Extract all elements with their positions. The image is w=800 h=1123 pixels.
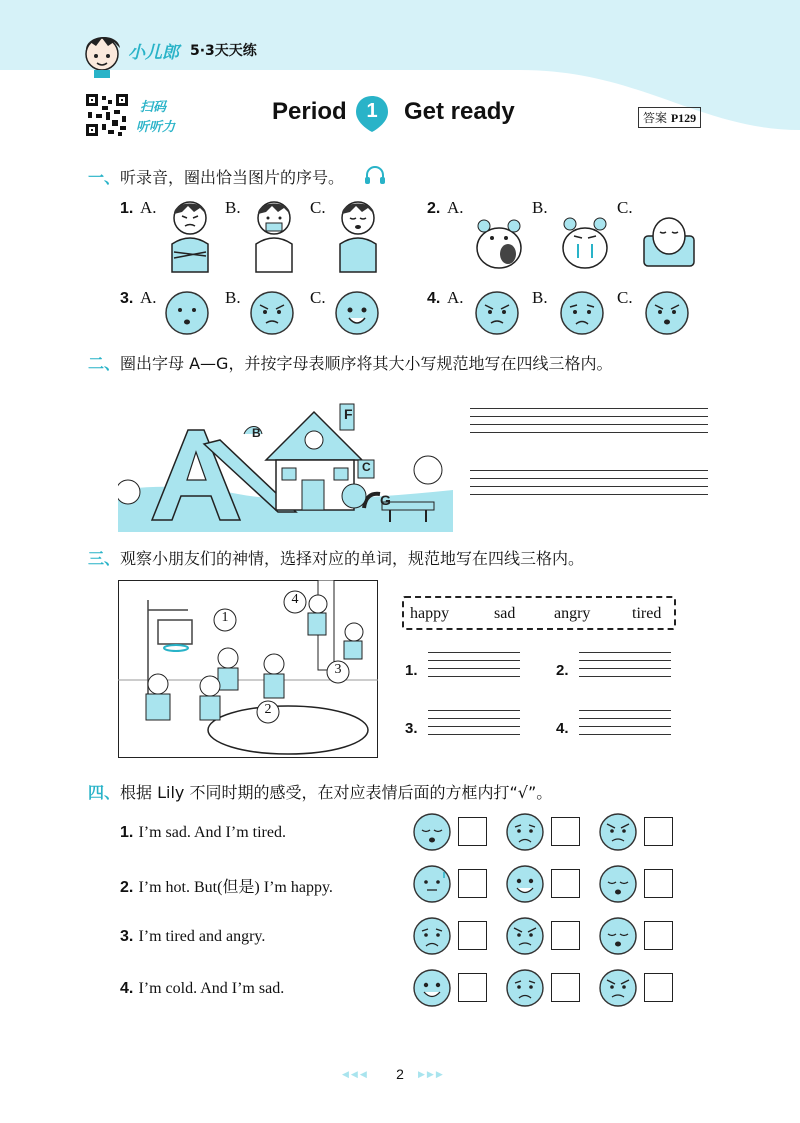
s4-row1-checkbox-3[interactable] — [644, 817, 673, 846]
s2-writing-lines-2[interactable] — [470, 470, 708, 502]
boy-angry-picture — [162, 196, 218, 274]
s4-row4-face-1-happy-icon — [412, 968, 452, 1008]
qr-caption-2: 听听力 — [136, 120, 176, 135]
section4-heading — [88, 780, 552, 803]
s1-q3-option-b[interactable]: B. — [225, 288, 241, 307]
s4-item-1-number: 1. — [120, 824, 134, 841]
s3-blank-2-lines[interactable] — [579, 652, 671, 684]
s4-row2-face-2-happy-icon — [505, 864, 545, 904]
section1-text: 听录音，圈出恰当图片的序号。 — [120, 168, 345, 187]
s1-q2-option-b[interactable]: B. — [532, 198, 548, 217]
scene-letter-a: A — [186, 443, 194, 454]
word-tired: tired — [632, 605, 662, 622]
page-number: 2 — [396, 1066, 404, 1082]
s4-row4-face-3-angry-icon — [598, 968, 638, 1008]
s4-item-4 — [120, 978, 284, 998]
s4-item-4-number: 4. — [120, 980, 134, 997]
s1-q4-face-a-icon — [474, 290, 520, 336]
s4-item-2-number: 2. — [120, 879, 134, 896]
s4-row4-checkbox-3[interactable] — [644, 973, 673, 1002]
section2-text: 圈出字母 A—G，并按字母表顺序将其大小写规范地写在四线三格内。 — [120, 354, 613, 373]
mascot-icon — [80, 30, 124, 78]
s4-row4-checkbox-1[interactable] — [458, 973, 487, 1002]
headphones-icon — [364, 165, 386, 185]
hamster-crying-picture — [556, 206, 614, 270]
s3-blank-3-lines[interactable] — [428, 710, 520, 742]
s1-q2-option-c[interactable]: C. — [617, 198, 633, 217]
s1-q3-option-a[interactable]: A. — [140, 288, 157, 307]
word-angry: angry — [554, 605, 591, 622]
s3-blank-4-lines[interactable] — [579, 710, 671, 742]
answer-label: 答案 — [643, 111, 668, 125]
scene-letter-c: C — [362, 460, 371, 474]
s1-q1-option-b[interactable]: B. — [225, 198, 241, 217]
s4-row3-face-3-tired-icon — [598, 916, 638, 956]
s4-row3-checkbox-3[interactable] — [644, 921, 673, 950]
answer-ref — [638, 107, 701, 128]
s4-row1-face-1-tired-icon — [412, 812, 452, 852]
section2-number: 二、 — [88, 354, 121, 373]
footer-left-arrows: ◀◀◀ — [342, 1070, 369, 1080]
s1-q3-face-a-icon — [164, 290, 210, 336]
scene-marker-2: 2 — [264, 702, 272, 717]
section4-number: 四、 — [88, 783, 121, 802]
s1-q2-number: 2. — [427, 200, 441, 217]
s4-item-3 — [120, 926, 265, 946]
scene-marker-3: 3 — [334, 662, 342, 677]
s1-q4-number: 4. — [427, 290, 441, 307]
s4-row1-checkbox-2[interactable] — [551, 817, 580, 846]
s1-q1-number: 1. — [120, 200, 134, 217]
section1-number: 一、 — [88, 168, 121, 187]
s4-row2-checkbox-2[interactable] — [551, 869, 580, 898]
s4-row3-face-1-sad-icon — [412, 916, 452, 956]
s4-row2-face-3-tired-icon — [598, 864, 638, 904]
answer-page: P129 — [670, 111, 697, 125]
series-name: 5·3天天练 — [190, 43, 257, 59]
s1-q4-face-b-icon — [559, 290, 605, 336]
s4-item-1-text: I’m sad. And I’m tired. — [138, 824, 286, 841]
brand-logo: 小儿郎 — [128, 43, 179, 63]
scene-marker-1: 1 — [221, 610, 229, 625]
s4-row1-face-3-angry-icon — [598, 812, 638, 852]
scene-letter-g: G — [380, 492, 391, 508]
s4-row2-checkbox-1[interactable] — [458, 869, 487, 898]
hamster-sofa-picture — [640, 206, 698, 270]
section2-heading — [88, 351, 612, 374]
s4-row4-face-2-sad-icon — [505, 968, 545, 1008]
s4-row1-checkbox-1[interactable] — [458, 817, 487, 846]
s4-row1-face-2-sad-icon — [505, 812, 545, 852]
section1-heading — [88, 165, 344, 188]
s1-q3-face-b-icon — [249, 290, 295, 336]
qr-caption-1: 扫码 — [140, 100, 167, 115]
boy-tired-picture — [330, 196, 386, 274]
boy-hot-picture — [246, 196, 302, 274]
period-label: Period — [272, 98, 347, 125]
s3-blank-1-number: 1. — [405, 662, 418, 679]
s1-q3-number: 3. — [120, 290, 134, 307]
s1-q3-face-c-icon — [334, 290, 380, 336]
s3-blank-3-number: 3. — [405, 720, 418, 737]
word-happy: happy — [410, 605, 450, 622]
s4-item-2 — [120, 874, 333, 897]
word-bank — [402, 596, 676, 630]
s1-q3-option-c[interactable]: C. — [310, 288, 326, 307]
s3-blank-1-lines[interactable] — [428, 652, 520, 684]
s2-writing-lines-1[interactable] — [470, 408, 708, 440]
s3-blank-2-number: 2. — [556, 662, 569, 679]
s3-blank-4-number: 4. — [556, 720, 569, 737]
s1-q4-option-a[interactable]: A. — [447, 288, 464, 307]
s1-q4-face-c-icon — [644, 290, 690, 336]
hamster-eating-picture — [470, 208, 528, 270]
alphabet-scene-picture — [118, 390, 453, 532]
s4-row2-face-1-hot-icon — [412, 864, 452, 904]
s4-item-2-text: I’m hot. But(但是) I’m happy. — [138, 879, 333, 896]
page-title: Get ready — [404, 98, 515, 125]
footer-right-arrows: ▶▶▶ — [418, 1070, 445, 1080]
qr-code — [84, 92, 130, 138]
section4-text: 根据 Lily 不同时期的感受，在对应表情后面的方框内打“√”。 — [120, 783, 553, 802]
s4-item-4-text: I’m cold. And I’m sad. — [138, 980, 285, 997]
s4-item-3-text: I’m tired and angry. — [138, 928, 266, 945]
s1-q1-option-c[interactable]: C. — [310, 198, 326, 217]
section3-text: 观察小朋友们的神情，选择对应的单词，规范地写在四线三格内。 — [120, 549, 585, 568]
period-number: 1 — [366, 100, 378, 122]
s4-row3-face-2-angry-icon — [505, 916, 545, 956]
s4-item-3-number: 3. — [120, 928, 134, 945]
s1-q2-option-a[interactable]: A. — [447, 198, 464, 217]
scene-letter-f: F — [344, 406, 353, 422]
s4-row2-checkbox-3[interactable] — [644, 869, 673, 898]
s4-item-1 — [120, 822, 286, 842]
s4-row4-checkbox-2[interactable] — [551, 973, 580, 1002]
s1-q4-option-c[interactable]: C. — [617, 288, 633, 307]
section3-heading — [88, 546, 584, 569]
section3-number: 三、 — [88, 549, 121, 568]
s1-q4-option-b[interactable]: B. — [532, 288, 548, 307]
word-sad: sad — [494, 605, 516, 622]
s1-q1-option-a[interactable]: A. — [140, 198, 157, 217]
scene-letter-b: B — [252, 426, 261, 440]
scene-marker-4: 4 — [291, 592, 299, 607]
s4-row3-checkbox-2[interactable] — [551, 921, 580, 950]
s4-row3-checkbox-1[interactable] — [458, 921, 487, 950]
